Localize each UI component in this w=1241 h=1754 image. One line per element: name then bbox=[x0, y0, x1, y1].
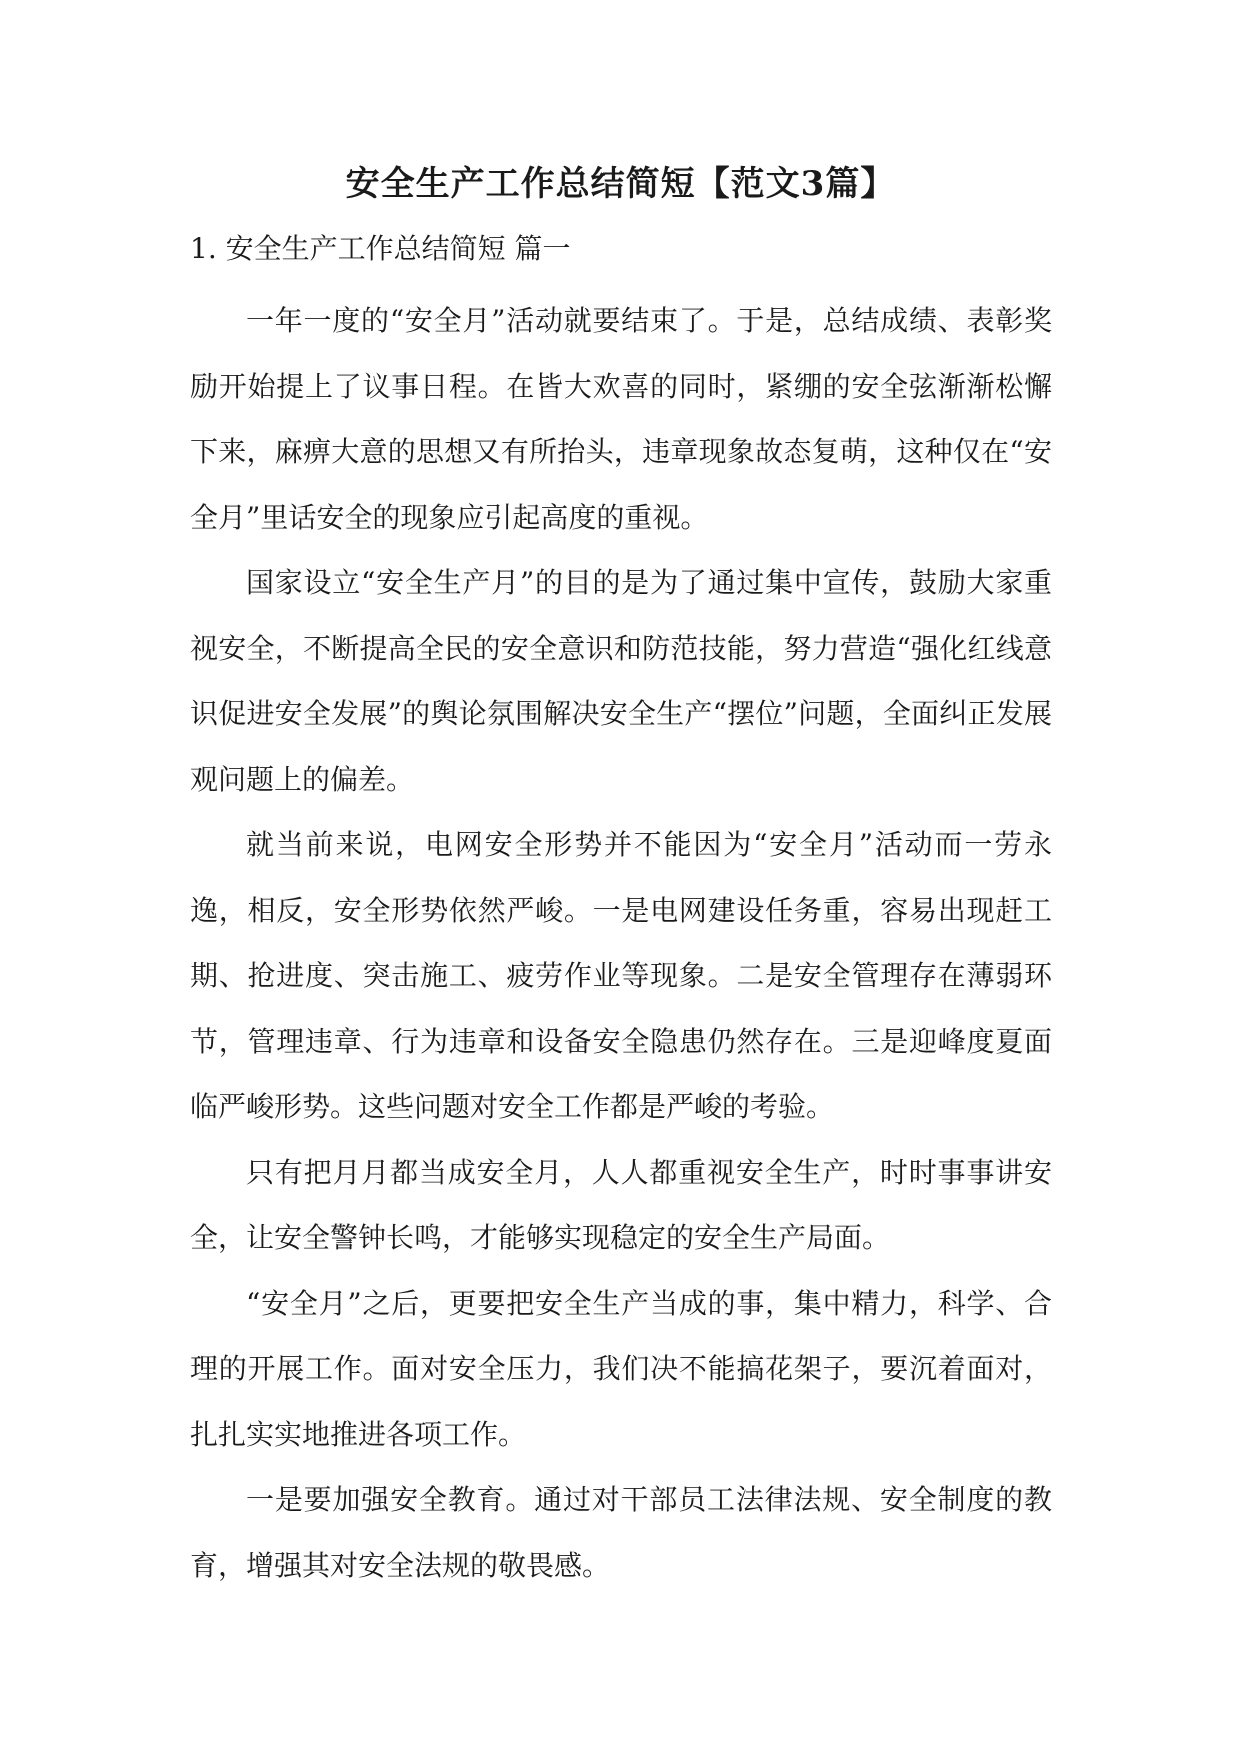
paragraph: 国家设立“安全生产月”的目的是为了通过集中宣传，鼓励大家重视安全，不断提高全民的安全意识和防范技能，努力营造“强化红线意识促进安全发展”的舆论氛围解决安全生产“摆位”问题，全面纠正发展观问题上的偏差。 bbox=[190, 566, 1052, 796]
paragraph: 只有把月月都当成安全月，人人都重视安全生产，时时事事讲安全，让安全警钟长鸣，才能够实现稳定的安全生产局面。 bbox=[190, 1155, 1052, 1254]
document-body bbox=[190, 288, 1052, 1598]
paragraph: 就当前来说，电网安全形势并不能因为“安全月”活动而一劳永逸，相反，安全形势依然严峻。一是电网建设任务重，容易出现赶工期、抢进度、突击施工、疲劳作业等现象。二是安全管理存在薄弱环节，管理违章、行为违章和设备安全隐患仍然存在。三是迎峰度夏面临严峻形势。这些问题对安全工作都是严峻的考验。 bbox=[190, 828, 1052, 1123]
paragraph: 一是要加强安全教育。通过对干部员工法律法规、安全制度的教育，增强其对安全法规的敬畏感。 bbox=[190, 1483, 1052, 1582]
paragraph: “安全月”之后，更要把安全生产当成的事，集中精力，科学、合理的开展工作。面对安全压力，我们决不能搞花架子，要沉着面对，扎扎实实地推进各项工作。 bbox=[190, 1286, 1052, 1451]
paragraph: 一年一度的“安全月”活动就要结束了。于是，总结成绩、表彰奖励开始提上了议事日程。在皆大欢喜的同时，紧绷的安全弦渐渐松懈下来，麻痹大意的思想又有所抬头，违章现象故态复萌，这种仅在“安全月”里话安全的现象应引起高度的重视。 bbox=[190, 304, 1052, 534]
section-heading: 1. 安全生产工作总结简短 篇一 bbox=[190, 232, 571, 265]
document-title: 安全生产工作总结简短【范文3篇】 bbox=[345, 164, 896, 204]
